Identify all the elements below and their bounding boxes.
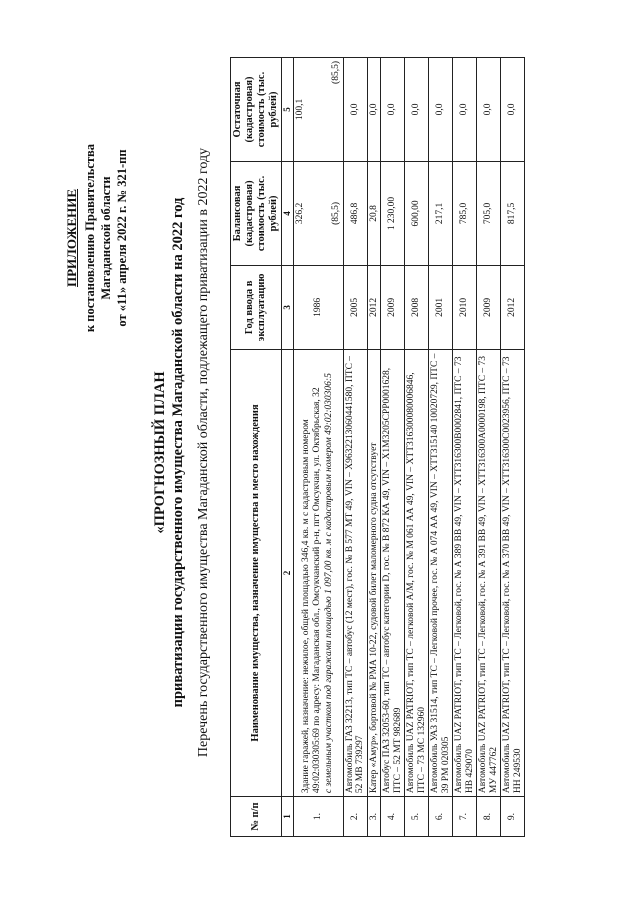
header-balance: Балансовая (кадастровая) стоимость (тыс. рублей) [231, 161, 282, 265]
appendix-header [64, 88, 130, 388]
header-name: Наименование имущества, назначение имущества и место нахождения [231, 349, 282, 796]
row-num: 5. [405, 797, 429, 837]
table-row [501, 58, 525, 837]
row-balance: 1 230,00 [381, 161, 405, 265]
table-row [429, 58, 453, 837]
row-name: Катер «Амур», бортовой № РМА 10-22, судовой билет маломерного судна отсутствует [367, 349, 381, 796]
row-year: 2012 [367, 265, 381, 349]
row-name-cell [293, 349, 343, 796]
row-year: 2005 [343, 265, 367, 349]
row-num: 7. [453, 797, 477, 837]
row-num: 6. [429, 797, 453, 837]
row-name-extra: с земельным участком под гаражами площадью 1 097,00 кв. м с кадастровым номером 49:02:030306:5 [324, 373, 335, 794]
row-name: Автомобиль UAZ PATRIOT, тип ТС – Легковой, гос. № А 391 ВВ 49, VIN – ХТТ316300А0000198, ПТС – 73 МУ 447762 [477, 349, 501, 796]
appendix-line-3: от «11» апреля 2022 г. № 321-пп [115, 149, 129, 327]
col-number: 5 [282, 58, 294, 162]
row-residual: 100,1 [294, 98, 305, 121]
row-residual: 0,0 [405, 58, 429, 162]
list-title: Перечень государственного имущества Магаданской области, подлежащего приватизации в 2022 году [196, 147, 211, 758]
row-num: 2. [343, 797, 367, 837]
row-name: Автомобиль UAZ PATRIOT, тип ТС – легковой А/М, гос. № М 061 АА 49, VIN – ХТТ316300080006846, ПТС – 73 МС 132960 [405, 349, 429, 796]
header-year: Год ввода в эксплуатацию [231, 265, 282, 349]
appendix-line-2: Магаданской области [99, 176, 113, 300]
col-number: 4 [282, 161, 294, 265]
table-row [477, 58, 501, 837]
table-row [453, 58, 477, 837]
row-balance: 20,8 [367, 161, 381, 265]
col-number: 2 [282, 349, 294, 796]
appendix-title: ПРИЛОЖЕНИЕ [64, 188, 79, 288]
row-residual: 0,0 [453, 58, 477, 162]
row-num: 4. [381, 797, 405, 837]
appendix-line-1: к постановлению Правительства [83, 143, 97, 333]
row-residual-extra: (85,5) [331, 61, 341, 84]
row-residual: 0,0 [381, 58, 405, 162]
row-balance: 326,2 [294, 202, 305, 225]
row-balance: 705,0 [477, 161, 501, 265]
row-year: 2012 [501, 265, 525, 349]
row-residual: 0,0 [501, 58, 525, 162]
plan-title: «ПРОГНОЗНЫЙ ПЛАН [152, 371, 168, 534]
row-residual: 0,0 [367, 58, 381, 162]
header-num: № п/п [231, 797, 282, 837]
row-name: Автомобиль UAZ PATRIOT, тип ТС – Легковой, гос. № А 370 ВВ 49, VIN – ХТТ316300С0023956, ПТС – 73 НН 249530 [501, 349, 525, 796]
row-name: Автобус ПАЗ 32053-60, тип ТС – автобус категории D, гос. № В 872 КА 49, VIN – Х1М3205CPР0001628, ПТС – 52 МТ 982689 [381, 349, 405, 796]
row-balance: 600,00 [405, 161, 429, 265]
row-year: 1986 [293, 265, 343, 349]
row-balance-cell [293, 161, 343, 265]
table-row [405, 58, 429, 837]
row-residual: 0,0 [343, 58, 367, 162]
row-num: 8. [477, 797, 501, 837]
row-balance-extra: (85,5) [331, 201, 341, 225]
row-num: 3. [367, 797, 381, 837]
column-number-row [282, 58, 294, 837]
row-year: 2008 [405, 265, 429, 349]
header-residual: Остаточная (кадастровая) стоимость (тыс. рублей) [231, 58, 282, 162]
table-row [343, 58, 367, 837]
col-number: 1 [282, 797, 294, 837]
row-year: 2001 [429, 265, 453, 349]
row-year: 2009 [381, 265, 405, 349]
row-residual-cell [293, 58, 343, 162]
row-residual: 0,0 [477, 58, 501, 162]
row-name: Автомобиль ГАЗ 32213, тип ТС – автобус (12 мест), гос. № В 577 МТ 49, VIN – Х9632213060441580, ПТС – 52 МВ 739297 [343, 349, 367, 796]
row-year: 2009 [477, 265, 501, 349]
row-name: Автомобиль UAZ PATRIOT, тип ТС – Легковой, гос. № А 389 ВВ 49, VIN – ХТТ316300В0002841, ПТС – 73 НВ 429070 [453, 349, 477, 796]
property-table [230, 57, 525, 837]
row-name: Автомобиль УАЗ 31514, тип ТС – Легковой прочее, гос. № А 074 АА 49, VIN – ХТТ315140 10020729, ПТС – 39 РМ 020305 [429, 349, 453, 796]
row-num: 9. [501, 797, 525, 837]
row-balance: 785,0 [453, 161, 477, 265]
table-row [367, 58, 381, 837]
row-balance: 486,8 [343, 161, 367, 265]
row-balance: 217,1 [429, 161, 453, 265]
row-residual: 0,0 [429, 58, 453, 162]
table-row [293, 58, 343, 837]
row-balance: 817,5 [501, 161, 525, 265]
row-name: Здание гаражей, назначение: нежилое, общей площадью 346,4 кв. м с кадастровым номером 49:02:030305:69 по адресу: Магаданская обл., Омсукчанский р-н, пгт Омсукчан, ул. Октябрьская, 32 [301, 387, 322, 794]
row-year: 2010 [453, 265, 477, 349]
row-num: 1. [293, 797, 343, 837]
col-number: 3 [282, 265, 294, 349]
table-row [381, 58, 405, 837]
table-header-row [231, 58, 282, 837]
plan-subtitle: приватизации государственного имущества Магаданской области на 2022 год [170, 197, 186, 708]
